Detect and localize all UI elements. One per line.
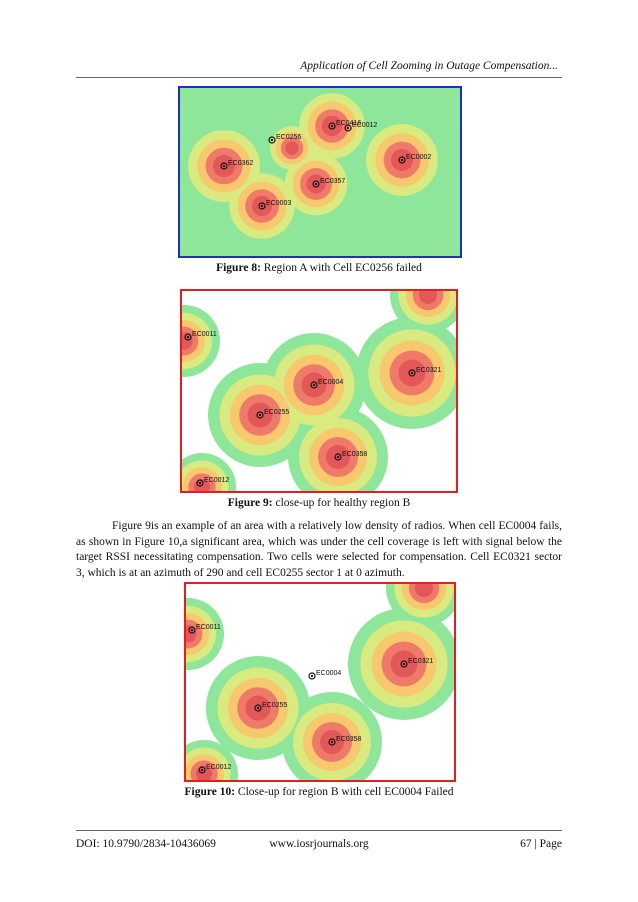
cell-label: EC0362 — [228, 160, 254, 167]
cell-label: EC0002 — [406, 154, 432, 161]
cell-label: EC0012 — [204, 477, 230, 484]
cell-label: EC0004 — [318, 379, 344, 386]
footer-divider — [76, 830, 562, 831]
cell-label: EC0358 — [342, 451, 368, 458]
cell-site-ec0004 — [309, 670, 341, 679]
figure-9-coverage-map — [180, 289, 458, 493]
cell-label: EC0416 — [336, 120, 362, 127]
cell-label: EC0256 — [276, 134, 302, 141]
cell-label: EC0011 — [196, 624, 221, 631]
body-paragraph: Figure 9is an example of an area with a relatively low density of radios. When cell EC0004 fails, as shown in Figure 10,a significant area, which was under the cell coverage is left with signal below the target RSSI necessitating compensation. Two cells were selected for compensation. Cell EC0321 sector 3, which is at an azimuth of 290 and cell EC0255 sector 1 at 0 azimuth. — [76, 520, 562, 579]
cell-label: EC0255 — [264, 409, 290, 416]
cell-label: EC0012 — [206, 764, 232, 771]
cell-label: EC0003 — [266, 200, 292, 207]
footer-site: www.iosrjournals.org — [269, 838, 369, 850]
cell-label: EC0358 — [336, 736, 362, 743]
footer-page: 67 | Page — [520, 838, 562, 850]
cell-label: EC0357 — [320, 178, 346, 185]
figure-8-caption: Figure 8: Region A with Cell EC0256 failed — [216, 262, 422, 274]
cell-label: EC0321 — [408, 658, 434, 665]
cell-label: EC0004 — [316, 670, 342, 677]
cell-label: EC0011 — [192, 331, 217, 338]
cell-label: EC0255 — [262, 702, 288, 709]
cell-label: EC0012 — [352, 122, 378, 129]
header-divider — [76, 77, 562, 78]
coverage-zone — [285, 141, 298, 154]
figure-8-coverage-map — [178, 86, 462, 258]
coverage-layer — [186, 584, 454, 780]
figure-10-coverage-map — [184, 582, 456, 782]
figure-10-caption: Figure 10: Close-up for region B with cell EC0004 Failed — [184, 786, 454, 798]
running-header: Application of Cell Zooming in Outage Compensation... — [300, 60, 558, 72]
coverage-layer — [182, 291, 456, 491]
footer-doi: DOI: 10.9790/2834-10436069 — [76, 838, 216, 850]
coverage-layer — [180, 88, 448, 248]
figure-9-caption: Figure 9: close-up for healthy region B — [227, 497, 411, 509]
cell-label: EC0321 — [416, 367, 442, 374]
